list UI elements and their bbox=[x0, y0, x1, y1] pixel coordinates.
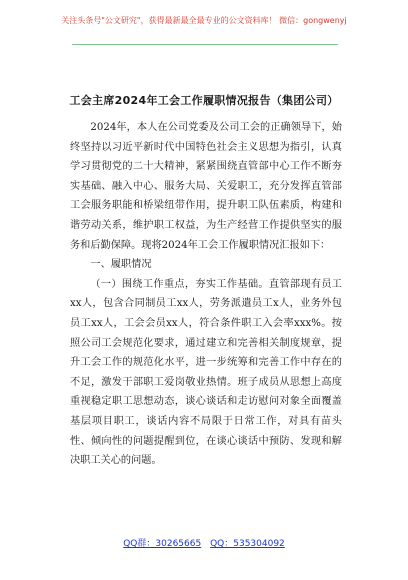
footer-qq-group[interactable]: QQ群：30265665 bbox=[123, 539, 202, 549]
header-banner-text: 关注头条号"公文研究"，获得最新最全最专业的公文资料库！ 微信：gongwenyj bbox=[61, 15, 347, 25]
header-divider bbox=[72, 44, 338, 45]
intro-paragraph: 2024年，本人在公司党委及公司工会的正确领导下，始终坚持以习近平新时代中国特色社会主义思想为指引，认真学习贯彻党的二十大精神，紧紧围绕直管部中心工作不断夯实基础、融入中心、服务大局、关爱职工，充分发挥直管部工会服务职能和桥梁纽带作用，提升职工队伍素质，构建和谐劳动关系，维护职工权益，为生产经营工作提供坚实的服务和后勤保障。现将2024年工会工作履职情况汇报如下： bbox=[70, 122, 342, 251]
body-paragraph: （一）围绕工作重点，夯实工作基础。直管部现有员工xx人，包含合同制员工xx人，劳务派遣员工x人，业务外包员工xx人，工会会员xx人，符合条件职工入会率xxx%。按照公司工会规范化要求，通过建立和完善相关制度规章，提升工会工作的规范化水平，进一步统筹和完善工作中存在的不足，激发干部职工爱岗敬业热情。班子成员从思想上高度重视稳定职工思想动态，谈心谈话和走访慰问对象全面覆盖基层项目职工，谈话内容不局限于日常工作，对具有苗头性、倾向性的问题提醒到位，在谈心谈话中预防、发现和解决职工关心的问题。 bbox=[70, 278, 342, 467]
document-title: 工会主席2024年工会工作履职情况报告（集团公司） bbox=[69, 94, 339, 107]
header-banner bbox=[0, 0, 408, 40]
footer-contact bbox=[0, 536, 408, 549]
footer-qq-number[interactable]: QQ：535304092 bbox=[210, 539, 285, 549]
section-heading: 一、履职情况 bbox=[90, 259, 152, 271]
document-body bbox=[70, 118, 342, 471]
